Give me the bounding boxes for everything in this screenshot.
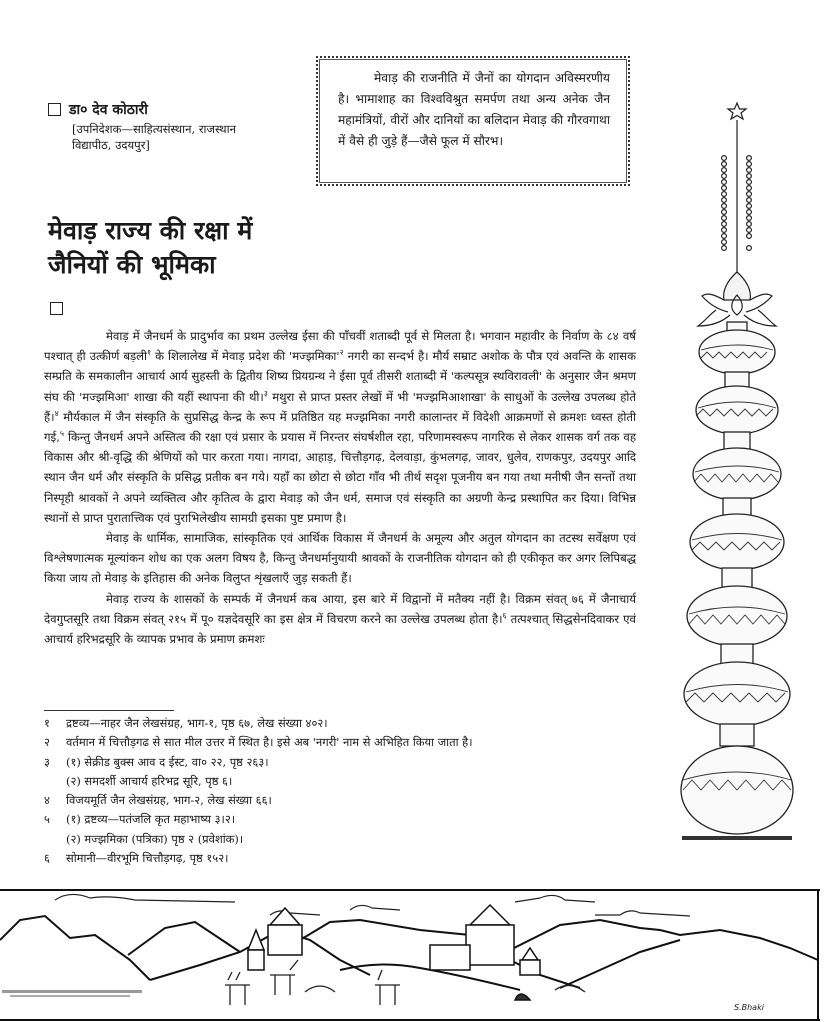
title-line-1: मेवाड़ राज्य की रक्षा में bbox=[48, 216, 253, 245]
footnote-ref[interactable]: १ bbox=[147, 348, 152, 358]
footnote-text: (२) समदर्शी आचार्य हरिभद्र सूरि, पृष्ठ ६। bbox=[66, 773, 233, 788]
footnote-number: १ bbox=[44, 716, 50, 730]
footnote-number: ४ bbox=[44, 793, 50, 808]
text-run: किन्तु जैनधर्म अपने अस्तित्व की रक्षा एवं प्रसार के प्रयास में निरन्तर संघर्षशील रहा, परिणामस्वरूप नागरिक से लेकर शासक वर्ग तक वह विकास और श्री-वृद्धि की श्रेणियों को पार करता गया। नागदा, आहाड़, चित्तौड़गढ़, देलवाड़ा, कुंभलगढ़, जावर, धुलेव, राणकपुर, उदयपुर आदि स्थान जैन धर्म और संस्कृति के प्रसिद्ध प्रतीक बन गये। यहाँ का छोटा से छोटा गाँव भी तीर्थ सदृश पूजनीय बन गया तथा मनीषी जैन सन्तों तथा निस्पृही श्रावकों ने अपने व्यक्तित्व और कृतित्व के द्वारा मेवाड़ को जैन धर्म, समाज एवं संस्कृति का अग्रणी केन्द्र प्रस्थापित कर दिया। विभिन्न स्थानों से प्राप्त पुरातात्त्विक एवं पुराभिलेखीय सामग्री इसका पुष्ट प्रमाण है। bbox=[44, 430, 636, 525]
text-run: के शिलालेख में मेवाड़ प्रदेश की 'मज्झमिका' bbox=[151, 349, 340, 364]
author-name-row bbox=[48, 100, 308, 119]
kalash-pillar-icon bbox=[680, 100, 828, 870]
footnote-number: २ bbox=[44, 735, 50, 750]
footnote-text: सोमानी—वीरभूमि चित्तौड़गढ़, पृष्ठ १५२। bbox=[66, 851, 229, 866]
illustrator-signature: S.Bhaki bbox=[734, 1003, 764, 1012]
footnotes bbox=[44, 714, 644, 868]
footnote-item bbox=[44, 810, 644, 829]
footnote-number: ३ bbox=[44, 754, 50, 769]
author-block bbox=[48, 100, 308, 153]
footnote-text: (२) मज्झमिका (पत्रिका) पृष्ठ २ (प्रवेशांक)। bbox=[66, 831, 244, 846]
footnote-item bbox=[44, 714, 644, 733]
footnote-item bbox=[44, 791, 644, 810]
footnote-ref[interactable]: २ bbox=[339, 348, 344, 358]
paragraph-2: मेवाड़ के धार्मिक, सामाजिक, सांस्कृतिक एवं आर्थिक विकास में जैनधर्म के अमूल्य और अतुल योगदान का तटस्थ सर्वेक्षण एवं विश्लेषणात्मक मूल्यांकन शोध का एक अलग विषय है, किन्तु जैनधर्मानुयायी श्रावकों के राजनीतिक योगदान को ही एकीकृत कर अगर लिपिबद्ध किया जाय तो मेवाड़ के इतिहास की अनेक विलुप्त शृंखलाएँ जुड़ सकती हैं। bbox=[44, 531, 636, 586]
footnote-item bbox=[44, 753, 644, 772]
footnote-text: (१) सेक्रीड बुक्स आव द ईस्ट, वा० २२, पृष्ठ २६३। bbox=[66, 754, 269, 769]
title-line-2: जैनियों की भूमिका bbox=[48, 250, 216, 279]
author-affiliation bbox=[72, 121, 308, 153]
footnote-text: द्रष्टव्य—नाहर जैन लेखसंग्रह, भाग-१, पृष्ठ ६७, लेख संख्या ४०२। bbox=[66, 716, 328, 730]
footnote-text: विजयमूर्ति जैन लेखसंग्रह, भाग-२, लेख संख्या ६६। bbox=[66, 793, 272, 808]
footnote-item bbox=[44, 772, 644, 791]
pull-quote-box bbox=[316, 56, 630, 186]
square-bullet-icon bbox=[50, 302, 63, 315]
footnote-number: ५ bbox=[44, 812, 50, 827]
paragraph-1 bbox=[44, 326, 636, 528]
footnote-ref[interactable]: ४ bbox=[54, 408, 59, 418]
author-name: डा० देव कोठारी bbox=[69, 102, 148, 118]
footnote-number: ६ bbox=[44, 851, 50, 866]
footnote-divider bbox=[44, 710, 174, 711]
footnote-text: (१) द्रष्टव्य—पतंजलि कृत महाभाष्य ३।२। bbox=[66, 812, 236, 827]
article-title bbox=[48, 214, 252, 282]
mountain-temple-landscape-icon bbox=[0, 880, 828, 1022]
text-run: तत्पश्चात् सिद्धसेनदिवाकर एवं आचार्य हरिभद्रसूरि के व्यापक प्रभाव के प्रमाण क्रमशः bbox=[44, 611, 636, 647]
square-bullet-icon bbox=[48, 103, 61, 116]
text-run: नगरी का सन्दर्भ है। मौर्य सम्राट अशोक के पौत्र एवं अवन्ति के शासक सम्प्रति के समकालीन आचार्य आर्य सुहस्ती के द्वितीय शिष्य प्रियग्रन्थ ने ईसा पूर्व तीसरी शताब्दी में 'कल्पसूत्र स्थविरावली' के अनुसार जैन श्रमण संघ की 'मज्झमिआ' शाखा की यहीं स्थापना की थी। bbox=[44, 349, 636, 404]
text-run: मेवाड़ में जैनधर्म के प्रादुर्भाव का प्रथम उल्लेख ईसा की पाँचवीं शताब्दी पूर्व से मिलता है। भगवान महावीर के निर्वाण के ८४ वर्ष पश्चात् ही उत्कीर्ण बड़ली bbox=[44, 329, 636, 364]
article-body bbox=[44, 326, 636, 649]
text-run: मेवाड़ राज्य के शासकों के सम्पर्क में जैनधर्म कब आया, इस बारे में विद्वानों में मतैक्य नहीं है। विक्रम संवत् ७६ में जैनाचार्य देवगुप्तसूरि तथा विक्रम संवत् २१५ में पू० यज्ञदेवसूरि का इस क्षेत्र में विचरण करने का उल्लेख उपलब्ध होता है। bbox=[44, 591, 636, 626]
paragraph-3 bbox=[44, 589, 636, 650]
footnote-item bbox=[44, 830, 644, 849]
footnote-text: वर्तमान में चित्तौड़गढ से सात मील उत्तर में स्थित है। इसे अब 'नगरी' नाम से अभिहित किया जाता है। bbox=[66, 735, 473, 750]
footnote-ref[interactable]: ५ bbox=[59, 429, 65, 439]
affiliation-line-2: विद्यापीठ, उदयपुर] bbox=[72, 138, 150, 152]
pull-quote-text: मेवाड़ की राजनीति में जैनों का योगदान अविस्मरणीय है। भामाशाह का विश्वविश्रुत समर्पण तथा अन्य अनेक जैन महामंत्रियों, वीरों और दानियों का बलिदान मेवाड़ की गौरवगाथा में वैसे ही जुड़े हैं—जैसे फूल में सौरभ। bbox=[338, 71, 610, 148]
footnote-ref[interactable]: ६ bbox=[502, 610, 507, 620]
footnote-ref[interactable]: ३ bbox=[263, 388, 268, 398]
text-run: मथुरा से प्राप्त प्रस्तर लेखों में भी 'मज्झमिआशाखा' के साधुओं के उल्लेख उपलब्ध होते हैं। bbox=[44, 389, 636, 424]
text-run: मौर्यकाल में जैन संस्कृति के सुप्रसिद्ध केन्द्र के रूप में प्रतिष्ठित यह मज्झमिका नगरी कालान्तर में विदेशी आक्रमणों से क्रमशः ध्वस्त होती गई, bbox=[44, 409, 636, 445]
footnote-item bbox=[44, 733, 644, 752]
footnote-item bbox=[44, 849, 644, 868]
affiliation-line-1: [उपनिदेशक—साहित्यसंस्थान, राजस्थान bbox=[72, 122, 236, 136]
